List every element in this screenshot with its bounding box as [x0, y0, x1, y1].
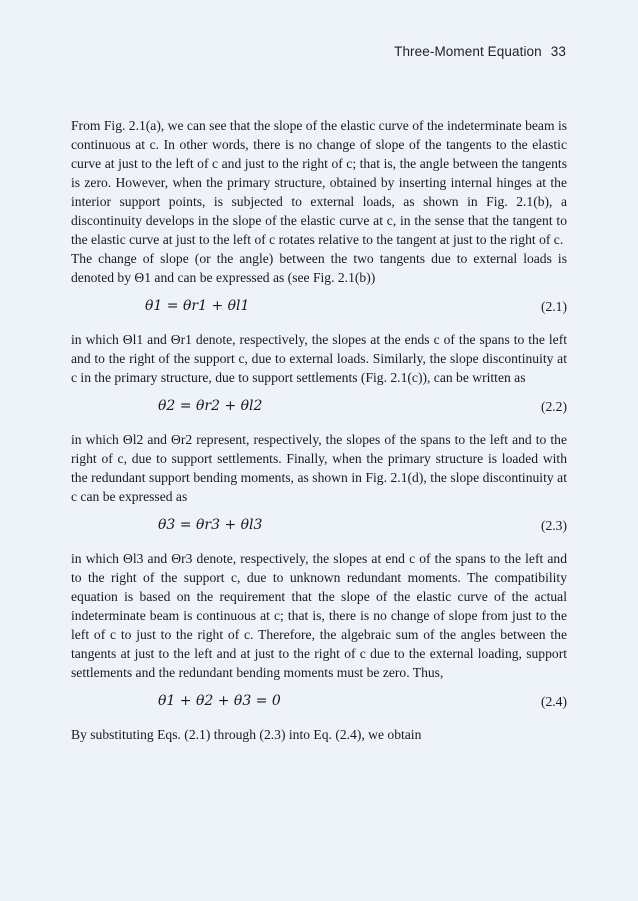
paragraph-2: The change of slope (or the angle) between the two tangents due to external loads is denoted by Θ1 and can be expressed as (see Fig. 2.1(b)) [71, 251, 567, 285]
equation-number: (2.2) [540, 399, 567, 414]
paragraph-6: By substituting Eqs. (2.1) through (2.3) into Eq. (2.4), we obtain [71, 727, 422, 742]
page-number: 33 [550, 44, 566, 59]
equation-expression: θ1 = θr1 + θl1 [145, 298, 250, 314]
paragraph-5: in which Θl3 and Θr3 denote, respectively, the slopes at end c of the spans to the left and to the right of the support c, due to unknown redundant moments. The compatibility equation is based on the requirement that the slope of the elastic curve of the actual indeterminate beam is continuous at c; that is, there is no change of slope from just to the left of c to just to the right of c. Therefore, the algebraic sum of the angles between the tangents at just to the left and at just to the right of c due to the external loading, support settlements and the redundant bending moments must be zero. Thus, [71, 551, 567, 680]
header-title: Three-Moment Equation [394, 44, 542, 59]
equation-2-2 [71, 397, 567, 419]
equation-2-3 [71, 516, 567, 538]
equation-number: (2.3) [540, 518, 567, 533]
paragraph-4: in which Θl2 and Θr2 represent, respectively, the slopes of the spans to the left and to the right of c, due to support settlements. Finally, when the primary structure is loaded with the redundant support bending moments, as shown in Fig. 2.1(d), the slope discontinuity at c can be expressed as [71, 432, 567, 504]
equation-2-1 [71, 297, 567, 319]
equation-number: (2.1) [540, 299, 567, 314]
running-header [394, 44, 566, 59]
page-body [71, 116, 567, 744]
paragraph-3: in which Θl1 and Θr1 denote, respectively, the slopes at the ends c of the spans to the left and to the right of the support c, due to external loads. Similarly, the slope discontinuity at c in the primary structure, due to support settlements (Fig. 2.1(c)), can be written as [71, 332, 567, 385]
equation-expression: θ2 = θr2 + θl2 [158, 398, 263, 414]
paragraph-1: From Fig. 2.1(a), we can see that the slope of the elastic curve of the indeterminate beam is continuous at c. In other words, there is no change of slope of the tangents to the elastic curve at just to the left of c and just to the right of c; that is, the angle between the tangents is zero. However, when the primary structure, obtained by inserting internal hinges at the interior support points, is subjected to external loads, as shown in Fig. 2.1(b), a discontinuity develops in the slope of the elastic curve at c, in the sense that the tangent to the elastic curve at just to the left of c rotates relative to the tangent at just to the right of c. [71, 118, 568, 247]
equation-2-4 [71, 692, 567, 714]
equation-expression: θ3 = θr3 + θl3 [158, 517, 263, 533]
equation-number: (2.4) [540, 694, 567, 709]
equation-expression: θ1 + θ2 + θ3 = 0 [158, 693, 281, 709]
